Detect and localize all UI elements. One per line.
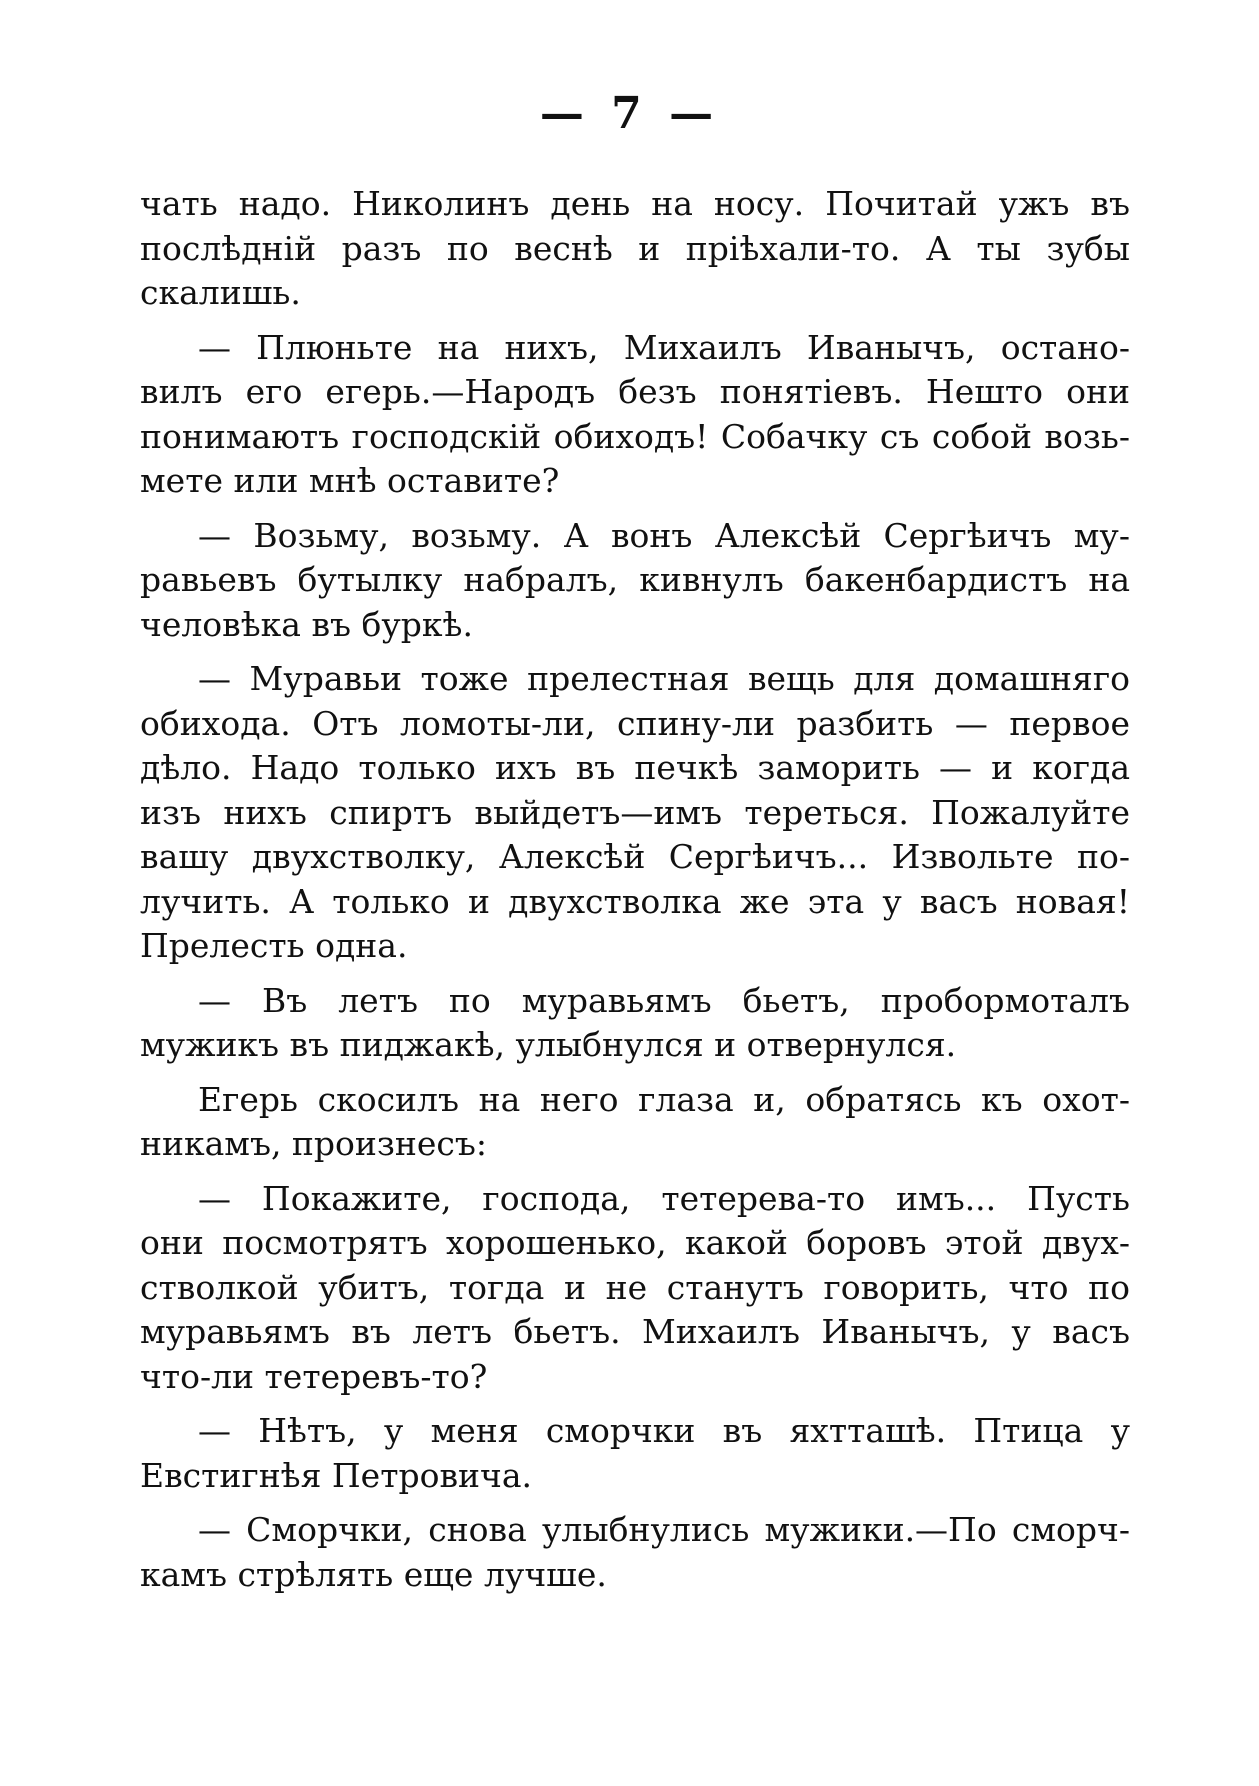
text-line: дѣло. Надо только ихъ въ печкѣ заморить — и когда (140, 748, 1130, 787)
text-line: послѣдній разъ по веснѣ и пріѣхали-то. А ты зубы (140, 228, 1130, 268)
page-number: — 7 — (539, 88, 720, 139)
text-line: они посмотрятъ хорошенько, какой боровъ этой двух- (140, 1223, 1130, 1262)
body-text (140, 182, 1130, 1607)
text-line: изъ нихъ спиртъ выйдетъ—имъ тереться. Пожалуйте (140, 792, 1130, 832)
text-line: обихода. Отъ ломоты-ли, спину-ли разбить — первое (140, 703, 1130, 743)
text-line: что-ли тетеревъ-то? (140, 1356, 488, 1396)
text-line: Егерь скосилъ на него глаза и, обратясь къ охот- (198, 1079, 1130, 1119)
text-line: мужикъ въ пиджакѣ, улыбнулся и отвернулся. (140, 1025, 957, 1064)
text-line: Евстигнѣя Петровича. (140, 1455, 533, 1495)
paragraph (140, 1177, 1130, 1400)
text-line: — Возьму, возьму. А вонъ Алексѣй Сергѣичъ му- (198, 515, 1130, 555)
text-line: — Муравьи тоже прелестная вещь для домашняго (198, 659, 1130, 698)
paragraph (140, 514, 1130, 648)
paragraph (140, 1078, 1130, 1167)
text-line: никамъ, произнесъ: (140, 1124, 488, 1163)
text-line: скалишь. (140, 273, 301, 312)
text-line: равьевъ бутылку набралъ, кивнулъ бакенбардистъ на (140, 560, 1130, 599)
paragraph (140, 657, 1130, 969)
text-line: муравьямъ въ летъ бьетъ. Михаилъ Иванычъ, у васъ (140, 1312, 1130, 1351)
paragraph (140, 326, 1130, 504)
text-line: стволкой убитъ, тогда и не станутъ говорить, что по (140, 1267, 1130, 1307)
text-line: чать надо. Николинъ день на носу. Почитай ужъ въ (140, 184, 1130, 223)
text-line: — Плюньте на нихъ, Михаилъ Иванычъ, остано- (198, 327, 1130, 367)
paragraph (140, 1508, 1130, 1597)
text-line: понимаютъ господскій обиходъ! Собачку съ собой возь- (140, 416, 1130, 456)
text-line: — Нѣтъ, у меня сморчки въ яхтташѣ. Птица у (198, 1411, 1130, 1450)
text-line: лучить. А только и двухстволка же эта у васъ новая! (140, 881, 1130, 921)
text-line: вашу двухстволку, Алексѣй Сергѣичъ... Извольте по- (140, 837, 1130, 876)
text-line: человѣка въ буркѣ. (140, 604, 473, 644)
text-line: вилъ его егерь.—Народъ безъ понятіевъ. Нешто они (140, 372, 1130, 411)
paragraph (140, 182, 1130, 316)
text-line: Прелесть одна. (140, 926, 408, 965)
text-line: мете или мнѣ оставите? (140, 461, 560, 500)
paragraph (140, 979, 1130, 1068)
text-line: — Въ летъ по муравьямъ бьетъ, пробормоталъ (198, 980, 1130, 1020)
paragraph (140, 1409, 1130, 1498)
text-line: — Сморчки, снова улыбнулись мужики.—По сморч- (198, 1510, 1130, 1549)
text-line: — Покажите, господа, тетерева-то имъ... Пусть (198, 1178, 1130, 1218)
text-line: камъ стрѣлять еще лучше. (140, 1554, 607, 1594)
